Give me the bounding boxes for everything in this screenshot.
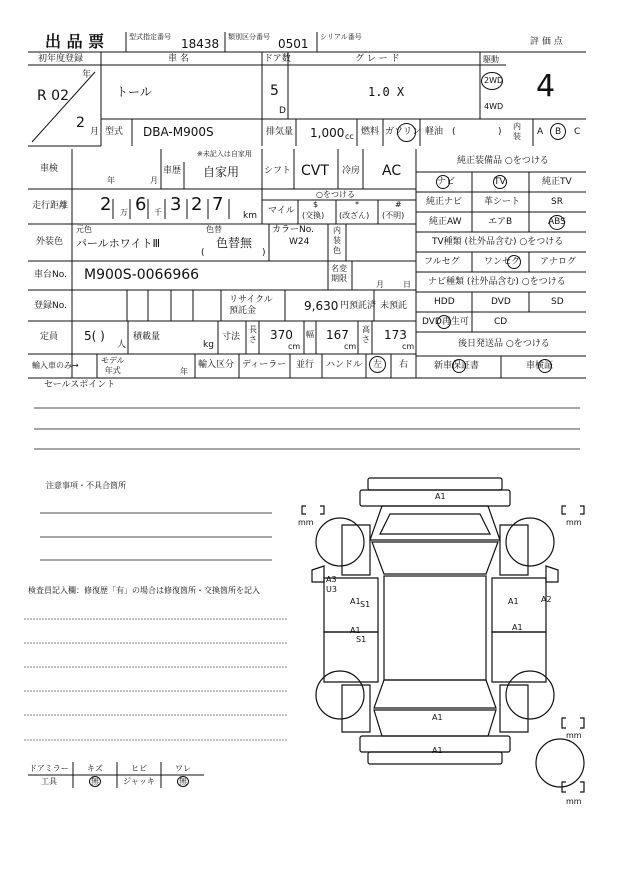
change-paren-right: ) bbox=[262, 248, 266, 258]
wheel-front-right bbox=[506, 518, 554, 566]
serial-label: シリアル番号 bbox=[320, 33, 362, 41]
unknown-text: (不明) bbox=[382, 211, 405, 220]
jack-value: 無 bbox=[179, 777, 187, 786]
tool-value-circle bbox=[89, 776, 101, 787]
navi-dvd-play-circle bbox=[437, 315, 451, 329]
mark-tailgate: A1 bbox=[432, 713, 443, 722]
tamper-sym: * bbox=[355, 200, 359, 209]
later-warranty-circle bbox=[452, 359, 466, 373]
ac-value: AC bbox=[382, 163, 402, 179]
mark-left-u3: U3 bbox=[326, 585, 337, 594]
deadline-day: 日 bbox=[403, 280, 411, 289]
deadline-month: 月 bbox=[376, 280, 384, 289]
mark-left-rear-s1: S1 bbox=[356, 635, 367, 644]
equip-tv: TV bbox=[494, 177, 506, 187]
height-label: 高 さ bbox=[362, 325, 370, 344]
navi-dvd: DVD bbox=[491, 297, 511, 307]
chassis-label: 車台No. bbox=[34, 270, 67, 280]
color-code-label: カラーNo. bbox=[272, 225, 314, 235]
name-change-deadline: 名変 期限 bbox=[331, 264, 347, 283]
model-year-label: モデル 年式 bbox=[101, 356, 125, 375]
equip-sr: SR bbox=[551, 197, 563, 207]
length-label: 長 さ bbox=[249, 325, 257, 344]
history-value: 自家用 bbox=[203, 165, 240, 179]
tool-h-crack: ヒビ bbox=[131, 764, 147, 773]
load-label: 積載量 bbox=[133, 332, 161, 342]
grade-value: 1.0 X bbox=[368, 85, 405, 99]
recycle-value: 9,630 bbox=[304, 299, 339, 313]
mark-right-a2: A2 bbox=[541, 595, 552, 604]
mark-rear-bumper: A1 bbox=[432, 746, 443, 755]
equip-navi: ナビ bbox=[437, 177, 456, 187]
import-year: 年 bbox=[180, 367, 188, 376]
later-title: 後日発送品 ○をつける bbox=[458, 339, 550, 349]
mark-left-rear-a1: A1 bbox=[350, 626, 361, 635]
car-name-label: 車 名 bbox=[168, 54, 189, 64]
mark-right-front-a1: A1 bbox=[508, 597, 519, 606]
cc-label: cc bbox=[345, 132, 354, 141]
drive-2wd-circle bbox=[481, 72, 503, 90]
load-kg: kg bbox=[203, 340, 214, 350]
equip-abs-circle bbox=[549, 215, 565, 230]
doors-value: 5 bbox=[270, 83, 279, 99]
exchange-sym: $ bbox=[313, 200, 319, 209]
equip-genuine-tv: 純正TV bbox=[542, 177, 572, 187]
import-only-label: 輸入車のみ→ bbox=[32, 361, 79, 370]
equip-tv-circle bbox=[493, 175, 507, 189]
fuel-value: ガソリン bbox=[385, 127, 422, 137]
width-label: 幅 bbox=[306, 330, 314, 339]
handle-label: ハンドル bbox=[326, 360, 363, 370]
unknown-sym: # bbox=[395, 200, 402, 209]
mileage-digit-3: 3 bbox=[170, 194, 182, 215]
interior-color-label: 内 装 色 bbox=[333, 226, 341, 255]
later-warranty: 新車保証書 bbox=[434, 361, 480, 371]
interior-c: C bbox=[574, 127, 581, 137]
roof bbox=[384, 576, 486, 680]
handle-left: 左 bbox=[373, 360, 383, 370]
form-title: 出 品 票 bbox=[45, 32, 105, 51]
handle-left-circle bbox=[369, 356, 386, 373]
displacement-label: 排気量 bbox=[266, 127, 294, 137]
later-shaken: 車検証 bbox=[526, 361, 554, 371]
reg-era: R 02 bbox=[37, 88, 69, 104]
mileage-attach: ○をつける bbox=[316, 190, 355, 199]
mm-front-right: mm bbox=[566, 518, 582, 527]
inspector-label: 検査員記入欄：修復歴「有」の場合は修復箇所・交換箇所を記入 bbox=[28, 586, 260, 595]
wheel-rear-right bbox=[506, 671, 554, 719]
capacity-value: 5( ) bbox=[84, 329, 105, 343]
interior-label: 内装 bbox=[513, 122, 521, 141]
hood bbox=[370, 506, 500, 540]
sen-label: 千 bbox=[154, 208, 162, 217]
mark-left-front-a1: A1 bbox=[350, 597, 361, 606]
navi-sd: SD bbox=[551, 297, 564, 307]
navi-dvd-play: DVD再生可 bbox=[422, 317, 469, 327]
car-damage-diagram bbox=[290, 470, 620, 820]
drive-label: 駆動 bbox=[483, 55, 499, 64]
tool-label: 工具 bbox=[41, 777, 57, 786]
capacity-unit: 人 bbox=[117, 340, 127, 350]
navi-cd: CD bbox=[494, 317, 508, 327]
tv-oneseg-circle bbox=[507, 255, 521, 269]
color-code-value: W24 bbox=[289, 237, 310, 247]
handle-right: 右 bbox=[399, 360, 409, 370]
equip-airbag: エアB bbox=[488, 217, 513, 227]
wheel-front-left bbox=[316, 518, 364, 566]
tv-type-title: TV種類 (社外品含む) ○をつける bbox=[432, 237, 564, 247]
format-value: 18438 bbox=[181, 37, 220, 51]
history-label: 車歴 bbox=[163, 166, 182, 176]
mile-label: マイル bbox=[268, 206, 295, 216]
import-category-label: 輸入区分 bbox=[198, 360, 235, 370]
import-dealer: ディーラー bbox=[242, 360, 287, 370]
mm-spare: mm bbox=[566, 797, 582, 806]
shift-label: シフト bbox=[264, 166, 292, 176]
doors-label: ドア数 bbox=[264, 54, 291, 64]
later-shaken-circle bbox=[538, 359, 552, 373]
length-value: 370 bbox=[270, 328, 293, 342]
interior-b-circle bbox=[550, 123, 566, 140]
mark-left-front-s1: S1 bbox=[360, 600, 371, 609]
wheel-rear-left bbox=[316, 671, 364, 719]
size-label: 寸法 bbox=[222, 332, 241, 342]
height-value: 173 bbox=[384, 328, 407, 342]
spare-tire bbox=[536, 739, 584, 787]
navi-type-title: ナビ種類 (社外品含む) ○をつける bbox=[428, 277, 566, 287]
format-label: 型式指定番号 bbox=[129, 33, 171, 41]
rear-window bbox=[374, 680, 496, 708]
width-value: 167 bbox=[326, 328, 349, 342]
model-type: DBA-M900S bbox=[143, 125, 214, 139]
right-rear-door bbox=[492, 632, 546, 682]
color-label: 外装色 bbox=[36, 237, 64, 247]
chassis-value: M900S-0066966 bbox=[84, 267, 200, 283]
recycle-unpaid: 未預託 bbox=[380, 301, 408, 311]
mileage-dividers bbox=[90, 189, 240, 224]
mark-right-rear-a1: A1 bbox=[512, 623, 523, 632]
width-cm: cm bbox=[344, 342, 357, 351]
change-color-label: 色替 bbox=[206, 225, 222, 234]
paren-left: ( bbox=[452, 127, 456, 137]
displacement-value: 1,000 bbox=[310, 126, 345, 140]
equip-navi-circle bbox=[436, 175, 450, 189]
tv-analog: アナログ bbox=[540, 257, 577, 267]
orig-color-value: パールホワイトⅢ bbox=[76, 237, 161, 250]
inspection-year: 年 bbox=[107, 176, 115, 185]
mark-left-a3: A3 bbox=[326, 575, 337, 584]
man-label: 万 bbox=[120, 208, 128, 217]
car-name: トール bbox=[116, 85, 152, 99]
km-label: km bbox=[243, 211, 257, 221]
tamper-text: (改ざん) bbox=[339, 211, 370, 220]
mileage-label: 走行距離 bbox=[32, 201, 69, 211]
first-reg-label: 初年度登録 bbox=[38, 54, 84, 64]
tv-fullseg: フルセグ bbox=[424, 257, 460, 267]
month-label: 月 bbox=[90, 127, 100, 137]
sales-point-label: セールスポイント bbox=[44, 380, 116, 390]
exchange-text: (交換) bbox=[302, 211, 325, 220]
equip-genuine-aw: 純正AW bbox=[429, 217, 462, 227]
equip-abs: ABS bbox=[548, 217, 566, 227]
mileage-digit-2: 6 bbox=[135, 194, 147, 215]
tv-oneseg: ワンセグ bbox=[484, 257, 521, 267]
import-parallel: 並行 bbox=[296, 360, 315, 370]
drive-4wd: 4WD bbox=[484, 102, 504, 111]
mark-front-bumper: A1 bbox=[435, 492, 446, 501]
class-value: 0501 bbox=[278, 37, 309, 51]
registration-label: 登録No. bbox=[34, 301, 67, 311]
tool-h-mirror: ドアミラー bbox=[29, 764, 69, 773]
change-color-value: 色替無 bbox=[216, 236, 253, 250]
mileage-digit-4: 2 bbox=[191, 194, 203, 215]
equip-genuine-title: 純正装備品 ○をつける bbox=[457, 156, 549, 166]
reg-month: 2 bbox=[76, 115, 85, 131]
tool-h-scratch: キズ bbox=[87, 764, 103, 773]
jack-value-circle bbox=[177, 776, 189, 787]
capacity-label: 定員 bbox=[40, 332, 59, 342]
tool-h-break: ワレ bbox=[175, 764, 191, 773]
interior-b: B bbox=[555, 127, 562, 137]
grade-box-label: 評 価 点 bbox=[530, 37, 563, 47]
change-paren-left: ( bbox=[201, 248, 205, 258]
equip-leather: 革シート bbox=[484, 197, 521, 207]
mileage-digit-1: 2 bbox=[100, 194, 112, 215]
fuel-light-label: 軽油 bbox=[425, 127, 444, 137]
mm-front-left: mm bbox=[298, 518, 314, 527]
shift-value: CVT bbox=[301, 163, 329, 179]
height-cm: cm bbox=[402, 342, 415, 351]
length-cm: cm bbox=[288, 342, 301, 351]
history-note: ※未記入は自家用 bbox=[197, 150, 252, 158]
tool-value: 無 bbox=[91, 777, 99, 786]
fuel-circle bbox=[397, 123, 416, 142]
model-label: 型式 bbox=[105, 127, 124, 137]
year-label: 年 bbox=[82, 70, 92, 80]
jack-label: ジャッキ bbox=[123, 777, 155, 786]
navi-hdd: HDD bbox=[434, 297, 455, 307]
drive-2wd: 2WD bbox=[484, 76, 504, 85]
interior-a: A bbox=[537, 127, 544, 137]
windshield bbox=[372, 542, 498, 574]
fuel-label: 燃料 bbox=[361, 127, 380, 137]
door-d-label: D bbox=[279, 106, 286, 116]
left-rear-door bbox=[324, 632, 378, 682]
mileage-digit-5: 7 bbox=[212, 194, 224, 215]
equip-genuine-navi: 純正ナビ bbox=[426, 197, 463, 207]
inspection-month: 月 bbox=[150, 176, 158, 185]
class-label: 類別区分番号 bbox=[228, 33, 270, 41]
caution-label: 注意事項・不具合箇所 bbox=[46, 481, 126, 490]
paren-right: ) bbox=[498, 127, 502, 137]
ac-label: 冷房 bbox=[342, 166, 361, 176]
grade-label: グ レ ー ド bbox=[355, 54, 400, 64]
recycle-label: リサイクル 預託金 bbox=[229, 295, 273, 316]
orig-color-label: 元色 bbox=[76, 225, 92, 234]
mm-rear-right: mm bbox=[566, 731, 582, 740]
inspection-label: 車検 bbox=[40, 164, 59, 174]
recycle-suffix: 円預託済 bbox=[340, 301, 377, 311]
grade-score: 4 bbox=[536, 69, 556, 104]
